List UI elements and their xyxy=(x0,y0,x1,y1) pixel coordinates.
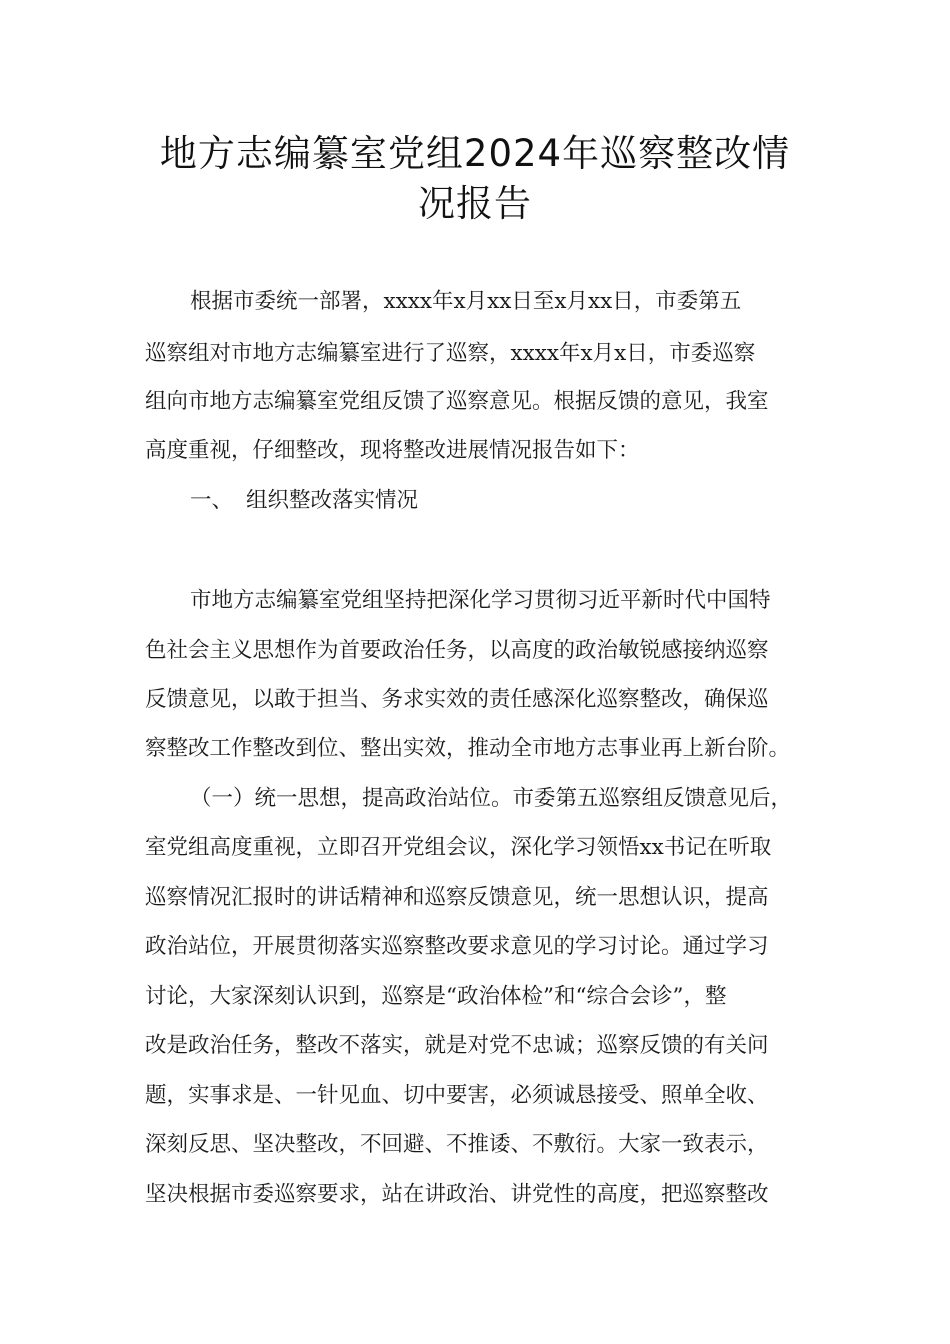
paragraph-3-line: 深刻反思、坚决整改，不回避、不推诿、不敷衍。大家一致表示， xyxy=(145,1132,769,1157)
paragraph-2-line: 市地方志编纂室党组坚持把深化学习贯彻习近平新时代中国特 xyxy=(190,588,771,613)
paragraph-2-line: 色社会主义思想作为首要政治任务，以高度的政治敏锐感接纳巡察 xyxy=(145,638,769,663)
paragraph-3-line: 题，实事求是、一针见血、切中要害，必须诚恳接受、照单全收、 xyxy=(145,1083,769,1108)
paragraph-3-line: 改是政治任务，整改不落实，就是对党不忠诚；巡察反馈的有关问 xyxy=(145,1033,769,1058)
section-heading-text: 组织整改落实情况 xyxy=(246,488,419,513)
paragraph-1-line: 根据市委统一部署，xxxx年x月xx日至x月xx日，市委第五 xyxy=(190,289,742,314)
paragraph-3-line: 政治站位，开展贯彻落实巡察整改要求意见的学习讨论。通过学习 xyxy=(145,934,769,959)
document-title-line-1: 地方志编纂室党组2024年巡察整改情 xyxy=(159,132,791,175)
paragraph-2-line: 反馈意见，以敢于担当、务求实效的责任感深化巡察整改，确保巡 xyxy=(145,687,769,712)
paragraph-1-line: 巡察组对市地方志编纂室进行了巡察，xxxx年x月x日，市委巡察 xyxy=(145,341,756,366)
section-heading-number: 一、 xyxy=(190,488,234,513)
paragraph-1-line: 组向市地方志编纂室党组反馈了巡察意见。根据反馈的意见，我室 xyxy=(145,389,769,414)
document-title-line-2: 况报告 xyxy=(418,182,532,225)
paragraph-2-line: 察整改工作整改到位、整出实效，推动全市地方志事业再上新台阶。 xyxy=(145,736,791,761)
paragraph-3-line: 室党组高度重视，立即召开党组会议，深化学习领悟xx书记在听取 xyxy=(145,835,772,860)
paragraph-3-line: 坚决根据市委巡察要求，站在讲政治、讲党性的高度，把巡察整改 xyxy=(145,1182,769,1207)
paragraph-3-line: （一）统一思想，提高政治站位。市委第五巡察组反馈意见后， xyxy=(190,786,793,811)
paragraph-3-line: 巡察情况汇报时的讲话精神和巡察反馈意见，统一思想认识，提高 xyxy=(145,885,769,910)
paragraph-3-line: 讨论，大家深刻认识到，巡察是“政治体检”和“综合会诊”，整 xyxy=(145,984,727,1009)
paragraph-1-line: 高度重视，仔细整改，现将整改进展情况报告如下： xyxy=(145,438,640,463)
